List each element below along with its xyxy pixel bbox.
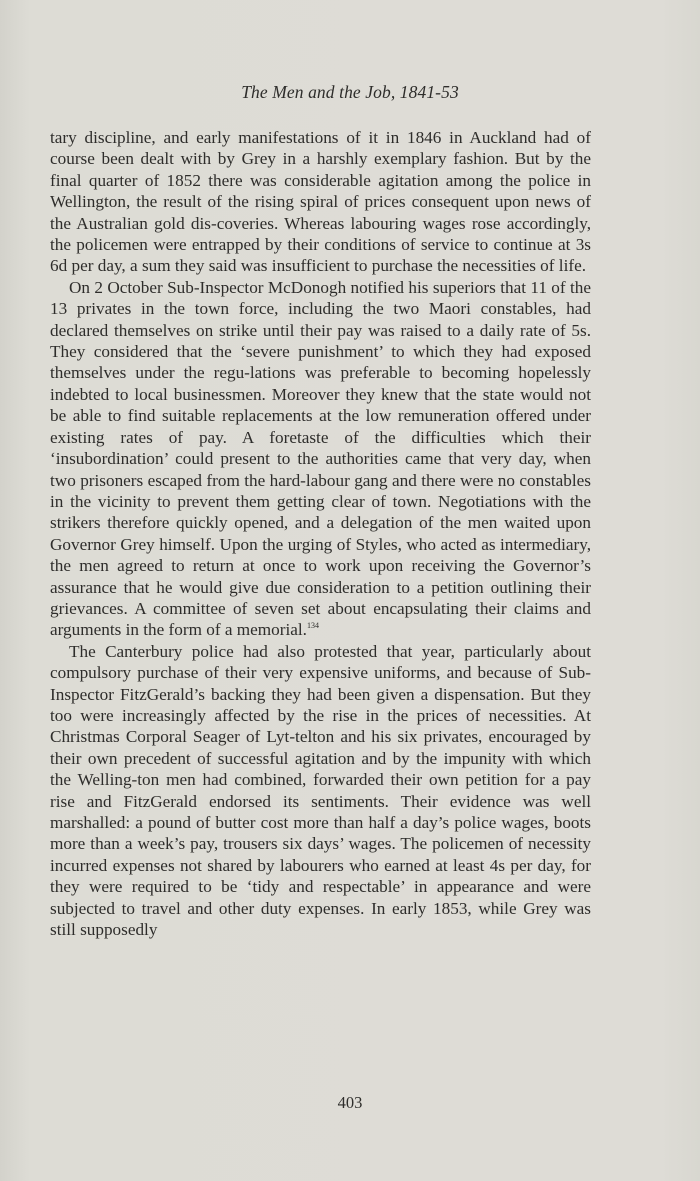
paragraph-1-text: tary discipline, and early manifestations of it in 1846 in Auckland had of course been dealt with by Grey in a harshly exemplary fashion. But by the final quarter of 1852 there was considerable agitation among the police in Wellington, the result of the rising spiral of prices consequent upon news of the Australian gold dis-coveries. Whereas labouring wages rose accordingly, the policemen were entrapped by their conditions of service to continue at 3s 6d per day, a sum they said was insufficient to purchase the necessities of life. — [50, 128, 591, 276]
paragraph-1 — [50, 127, 591, 277]
paragraph-3-text: The Canterbury police had also protested that year, particularly about compulsory purchase of their very expensive uniforms, and because of Sub-Inspector FitzGerald’s backing they had been given a dispensation. But they too were increasingly affected by the rise in the prices of necessities. At Christmas Corporal Seager of Lyt-telton and his six privates, encouraged by their own precedent of successful agitation and by the impunity with which the Welling-ton men had combined, forwarded their own petition for a pay rise and FitzGerald endorsed its sentiments. Their evidence was well marshalled: a pound of butter cost more than half a day’s police wages, boots more than a week’s pay, trousers six days’ wages. The policemen of necessity incurred expenses not shared by labourers who earned at least 4s per day, for they were required to be ‘tidy and respectable’ in appearance and were subjected to travel and other duty expenses. In early 1853, while Grey was still supposedly — [50, 641, 591, 940]
paragraph-2-text: On 2 October Sub-Inspector McDonogh notified his superiors that 11 of the 13 privates in the town force, including the two Maori constables, had declared themselves on strike until their pay was raised to a daily rate of 5s. They considered that the ‘severe punishment’ to which they had exposed themselves under the regu-lations was preferable to becoming hopelessly indebted to local businessmen. Moreover they knew that the state would not be able to find suitable replacements at the low remuneration offered under existing rates of pay. A foretaste of the difficulties which their ‘insubordination’ could present to the authorities came that very day, when two prisoners escaped from the hard-labour gang and there were no constables in the vicinity to prevent them getting clear of town. Negotiations with the strikers therefore quickly opened, and a delegation of the men waited upon Governor Grey himself. Upon the urging of Styles, who acted as intermediary, the men agreed to return at once to work upon receiving the Governor’s assurance that he would give due consideration to a petition outlining their grievances. A committee of seven set about encapsulating their claims and arguments in the form of a memorial. — [50, 277, 591, 640]
page-number: 403 — [337, 1093, 363, 1112]
running-head: The Men and the Job, 1841-53 — [241, 82, 459, 102]
paragraph-3 — [50, 641, 591, 941]
body-text — [50, 127, 591, 940]
paragraph-2 — [50, 277, 591, 641]
footnote-marker: 134 — [306, 621, 319, 631]
